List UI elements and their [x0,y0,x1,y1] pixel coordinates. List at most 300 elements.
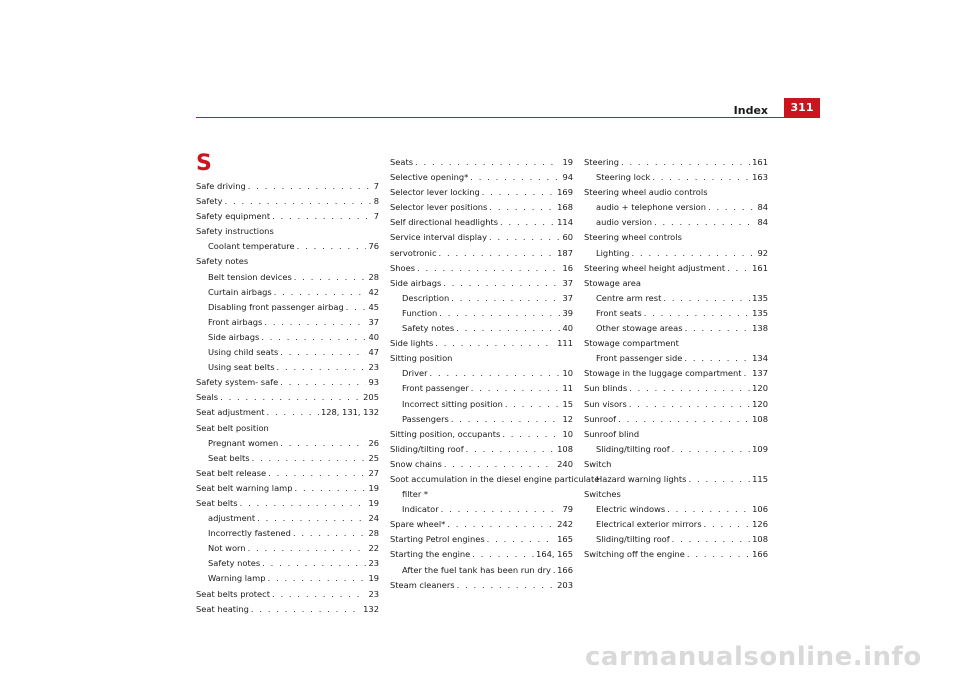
index-entry-page: 242 [557,519,573,530]
index-entry-label: Seat adjustment [196,407,265,418]
index-entry-page: 166 [557,564,573,575]
index-entry-page: 40 [562,323,573,334]
index-entry [196,224,379,239]
index-entry [584,547,768,562]
dot-leader [652,170,750,185]
index-entry-label: Seats [390,157,414,167]
index-entry-page: 7 [373,211,379,222]
index-entry [584,246,768,261]
dot-leader [346,300,367,315]
index-entry-page: 19 [368,573,379,584]
dot-leader [502,427,560,442]
dot-leader [451,412,561,427]
dot-leader [297,239,367,254]
index-entry-page: 94 [562,172,573,183]
index-entry [390,155,573,170]
dot-leader [470,170,560,185]
index-entry-page: 47 [368,347,379,358]
dot-leader [272,209,372,224]
index-entry [584,457,768,472]
index-entry-label: Self directional headlights [390,217,499,228]
dot-leader [280,436,366,451]
index-entry-page: 168 [557,202,573,213]
index-entry-page: 135 [752,292,768,303]
index-entry [584,427,768,442]
dot-leader [704,517,751,532]
index-entry-label: Stowage compartment [584,338,679,349]
dot-leader [618,412,750,427]
dot-leader [727,261,750,276]
index-entry-label: Seals [196,392,219,403]
dot-leader [689,472,751,487]
index-entry [390,502,573,517]
dot-leader [684,351,750,366]
index-entry-page: 169 [557,187,573,198]
index-entry [390,517,573,532]
dot-leader [466,442,556,457]
index-entry [584,517,768,532]
index-entry [196,602,379,617]
index-entry-label: Coolant temperature [208,241,295,252]
index-entry [584,381,768,396]
index-entry [196,345,379,360]
index-entry-page: 15 [562,398,573,409]
index-entry-page: 126 [752,519,768,530]
index-entry-label: Seat belts [196,497,238,508]
index-entry-page: 114 [557,217,573,228]
page-title: Index [733,104,768,117]
index-entry-page: 240 [557,458,573,469]
index-entry [584,230,768,245]
index-entry-label: Electrical exterior mirrors [596,519,702,530]
index-entry [390,321,573,336]
index-entry [584,261,768,276]
index-entry-label: Front passenger side [596,353,683,364]
index-entry [584,170,768,185]
dot-leader [667,502,750,517]
dot-leader [444,457,555,472]
index-entry [390,563,573,578]
section-letter: S [196,151,212,176]
dot-leader [415,155,560,170]
index-entry-label: Safety instructions [196,226,274,237]
dot-leader [262,556,366,571]
index-entry-label: Safety system- safe [196,377,279,388]
index-entry-page: 19 [368,497,379,508]
index-entry [390,230,573,245]
index-entry [196,375,379,390]
index-entry-page: 111 [557,338,573,349]
index-entry [390,381,573,396]
index-entry [584,185,768,200]
index-entry-page: 45 [368,301,379,312]
dot-leader [272,587,366,602]
dot-leader [430,366,561,381]
index-entry-label: Selector lever positions [390,202,488,213]
index-entry-label: Steam cleaners [390,579,455,590]
index-entry-label: Centre arm rest [596,292,662,303]
index-entry [196,421,379,436]
index-entry [196,315,379,330]
index-entry-page: 60 [562,232,573,243]
dot-leader [482,185,555,200]
index-entry-label: Safety notes [402,323,455,334]
index-entry-label: Sunroof blind [584,428,640,439]
index-entry-label: Seat belts protect [196,588,270,599]
dot-leader [295,481,367,496]
index-entry-page: 11 [562,383,573,394]
dot-leader [417,261,560,276]
index-entry-label: Side airbags [208,331,260,342]
index-entry-page: 19 [368,482,379,493]
index-entry-label: Steering lock [596,172,651,183]
index-entry-label: Side airbags [390,277,442,288]
index-entry-page: 37 [562,277,573,288]
index-entry-page: 108 [752,534,768,545]
index-entry-label: Belt tension devices [208,271,292,282]
index-entry [584,442,768,457]
dot-leader [268,466,366,481]
index-entry-page: 165 [557,534,573,545]
index-entry-label: Sun visors [584,398,627,409]
dot-leader [672,442,751,457]
index-entry [390,306,573,321]
dot-leader [264,315,366,330]
index-entry-label: Seat belt warning lamp [196,482,293,493]
dot-leader [261,330,366,345]
index-entry-label: Soot accumulation in the diesel engine particulate [390,473,600,484]
dot-leader [220,390,361,405]
index-entry-page: 164, 165 [536,549,573,560]
index-entry-page: 25 [368,452,379,463]
index-entry-label: Indicator [402,504,439,515]
index-entry-label: Warning lamp [208,573,266,584]
index-entry-page: 7 [373,181,379,191]
index-entry-label: Disabling front passenger airbag [208,301,344,312]
dot-leader [629,381,750,396]
dot-leader [621,155,750,170]
index-entry [196,209,379,224]
index-entry-label: Sitting position [390,353,453,364]
index-entry-page: 19 [562,157,573,167]
dot-leader [268,571,367,586]
index-entry-label: Starting Petrol engines [390,534,485,545]
index-entry-label: Driver [402,368,428,379]
index-entry-label: Switches [584,489,621,500]
index-entry-label: filter * [402,489,429,500]
index-entry-label: Selective opening* [390,172,469,183]
index-entry-page: 120 [752,398,768,409]
index-entry [196,436,379,451]
index-entry-label: Incorrectly fastened [208,528,291,539]
dot-leader [505,397,561,412]
index-entry-label: Other stowage areas [596,323,683,334]
index-entry [390,215,573,230]
dot-leader [487,532,555,547]
index-entry [390,170,573,185]
index-entry [390,261,573,276]
index-entry [196,390,379,405]
index-entry [196,556,379,571]
dot-leader [248,541,367,556]
index-entry [196,405,379,420]
index-entry-label: Stowage in the luggage compartment [584,368,742,379]
index-entry-label: Service interval display [390,232,488,243]
index-entry [390,366,573,381]
index-entry-page: 23 [368,362,379,373]
index-entry-label: Lighting [596,247,630,258]
index-column-3 [584,155,768,563]
index-entry-label: Front passenger [402,383,469,394]
index-entry-label: Using child seats [208,347,279,358]
index-entry-label: Sliding/tilting roof [390,443,464,454]
index-entry-page: 10 [562,428,573,439]
index-entry [196,300,379,315]
index-entry [390,532,573,547]
watermark-text: carmanualsonline.info [585,642,922,672]
index-entry-page: 84 [757,217,768,228]
dot-leader [439,306,560,321]
index-entry [196,526,379,541]
index-entry-label: Not worn [208,543,246,554]
index-entry-label: Safety [196,196,223,207]
index-entry [196,254,379,269]
dot-leader [708,200,755,215]
index-entry-label: Sliding/tilting roof [596,443,670,454]
dot-leader [443,276,560,291]
index-entry-label: After the fuel tank has been run dry [402,564,551,575]
index-entry [196,179,379,194]
index-entry [196,541,379,556]
index-entry-page: 39 [562,307,573,318]
index-entry-label: Snow chains [390,458,442,469]
dot-leader [471,381,561,396]
index-entry-label: Front seats [596,307,642,318]
index-entry-page: 128, 131, 132 [320,407,379,418]
dot-leader [472,547,534,562]
index-entry [584,306,768,321]
dot-leader [456,321,560,336]
index-entry [196,571,379,586]
index-entry-page: 93 [368,377,379,388]
index-entry [196,587,379,602]
dot-leader [439,246,556,261]
index-entry [584,366,768,381]
dot-leader [435,336,555,351]
index-entry-page: 23 [368,588,379,599]
index-entry [584,291,768,306]
dot-leader [451,291,560,306]
index-entry-page: 40 [368,331,379,342]
page-number-badge: 311 [784,98,820,118]
index-entry [390,336,573,351]
index-entry [584,336,768,351]
dot-leader [294,270,367,285]
index-entry [584,276,768,291]
index-entry [390,487,573,502]
index-entry-label: Safety equipment [196,211,271,222]
dot-leader [654,215,755,230]
index-entry [196,360,379,375]
dot-leader [441,502,561,517]
dot-leader [257,511,366,526]
header-rule [196,117,820,118]
index-entry [390,472,600,487]
index-entry-label: Seat belt position [196,422,269,433]
index-entry [196,496,379,511]
index-entry [584,155,768,170]
index-entry-label: Incorrect sitting position [402,398,503,409]
index-entry-page: 115 [752,473,768,484]
dot-leader [277,360,367,375]
index-entry-label: Electric windows [596,504,666,515]
index-entry-label: Hazard warning lights [596,473,687,484]
dot-leader [672,532,751,547]
dot-leader [500,215,555,230]
index-entry [196,270,379,285]
index-entry-label: Steering wheel height adjustment [584,262,726,273]
index-entry-label: Steering wheel audio controls [584,187,708,198]
index-entry-label: Using seat belts [208,362,275,373]
index-entry-page: 120 [752,383,768,394]
index-entry [584,351,768,366]
index-entry [584,321,768,336]
dot-leader [274,285,367,300]
index-entry-page: 132 [363,603,379,614]
index-entry [584,397,768,412]
index-entry-page: 203 [557,579,573,590]
index-entry-label: Spare wheel* [390,519,446,530]
index-entry-label: Seat belt release [196,467,267,478]
index-entry-page: 24 [368,513,379,524]
index-entry-page: 138 [752,323,768,334]
index-entry-label: Stowage area [584,277,641,288]
index-entry-page: 28 [368,271,379,282]
index-entry [584,200,768,215]
index-entry-page: 37 [562,292,573,303]
index-entry-label: Switch [584,458,612,469]
dot-leader [489,230,560,245]
index-entry-page: 16 [562,262,573,273]
index-entry-page: 108 [557,443,573,454]
index-entry [584,215,768,230]
index-entry-label: Starting the engine [390,549,471,560]
index-entry-page: 166 [752,549,768,560]
index-entry [390,457,573,472]
index-column-1 [196,179,379,617]
dot-leader [252,451,367,466]
dot-leader [457,578,556,593]
index-entry-page: 37 [368,316,379,327]
index-entry [196,481,379,496]
index-entry-page: 108 [752,413,768,424]
index-entry [196,451,379,466]
index-entry-label: Sunroof [584,413,617,424]
index-entry-page: 42 [368,286,379,297]
index-entry [390,578,573,593]
dot-leader [280,375,366,390]
index-entry-label: Seat heating [196,603,249,614]
index-entry-page: 76 [368,241,379,252]
index-entry-label: Sitting position, occupants [390,428,501,439]
index-entry-page: 135 [752,307,768,318]
dot-leader [293,526,367,541]
index-entry-label: Steering wheel controls [584,232,682,243]
index-entry [390,276,573,291]
dot-leader [632,246,756,261]
index-entry-label: Shoes [390,262,416,273]
index-entry-label: Safety notes [208,558,261,569]
index-entry-label: Front airbags [208,316,263,327]
index-entry [196,285,379,300]
index-entry [390,200,573,215]
index-entry-page: 84 [757,202,768,213]
index-entry-label: Description [402,292,450,303]
index-entry-page: 27 [368,467,379,478]
index-entry-label: Selector lever locking [390,187,480,198]
index-entry [390,397,573,412]
index-entry-label: Seat belts [208,452,250,463]
index-entry-page: 161 [752,157,768,167]
index-entry-page: 92 [757,247,768,258]
dot-leader [644,306,750,321]
dot-leader [225,194,372,209]
index-entry-page: 79 [562,504,573,515]
index-entry-label: adjustment [208,513,256,524]
index-entry-label: servotronic [390,247,437,258]
index-entry-page: 161 [752,262,768,273]
index-entry-page: 163 [752,172,768,183]
index-entry [390,185,573,200]
index-entry [390,291,573,306]
index-entry-page: 134 [752,353,768,364]
index-entry-page: 10 [562,368,573,379]
dot-leader [553,563,555,578]
index-entry-label: Sliding/tilting roof [596,534,670,545]
index-entry-page: 205 [363,392,379,403]
index-entry [584,412,768,427]
index-entry-page: 12 [562,413,573,424]
index-entry-label: Pregnant women [208,437,279,448]
index-entry-label: Sun blinds [584,383,628,394]
index-entry [196,466,379,481]
index-entry-page: 28 [368,528,379,539]
index-entry-label: Steering [584,157,619,167]
dot-leader [248,179,372,194]
index-entry-label: Safety notes [196,256,249,267]
index-entry-label: Switching off the engine [584,549,685,560]
dot-leader [744,366,751,381]
index-entry [390,547,573,562]
dot-leader [447,517,555,532]
index-entry-label: audio + telephone version [596,202,706,213]
index-entry [196,330,379,345]
index-entry-page: 22 [368,543,379,554]
index-entry [390,351,573,366]
dot-leader [685,321,751,336]
index-entry-label: audio version [596,217,653,228]
index-entry-page: 23 [368,558,379,569]
index-entry-label: Side lights [390,338,434,349]
dot-leader [240,496,367,511]
index-entry-label: Curtain airbags [208,286,272,297]
index-entry [390,442,573,457]
index-entry-page: 106 [752,504,768,515]
index-entry-label: Function [402,307,438,318]
index-entry-page: 26 [368,437,379,448]
dot-leader [687,547,750,562]
index-entry [196,239,379,254]
